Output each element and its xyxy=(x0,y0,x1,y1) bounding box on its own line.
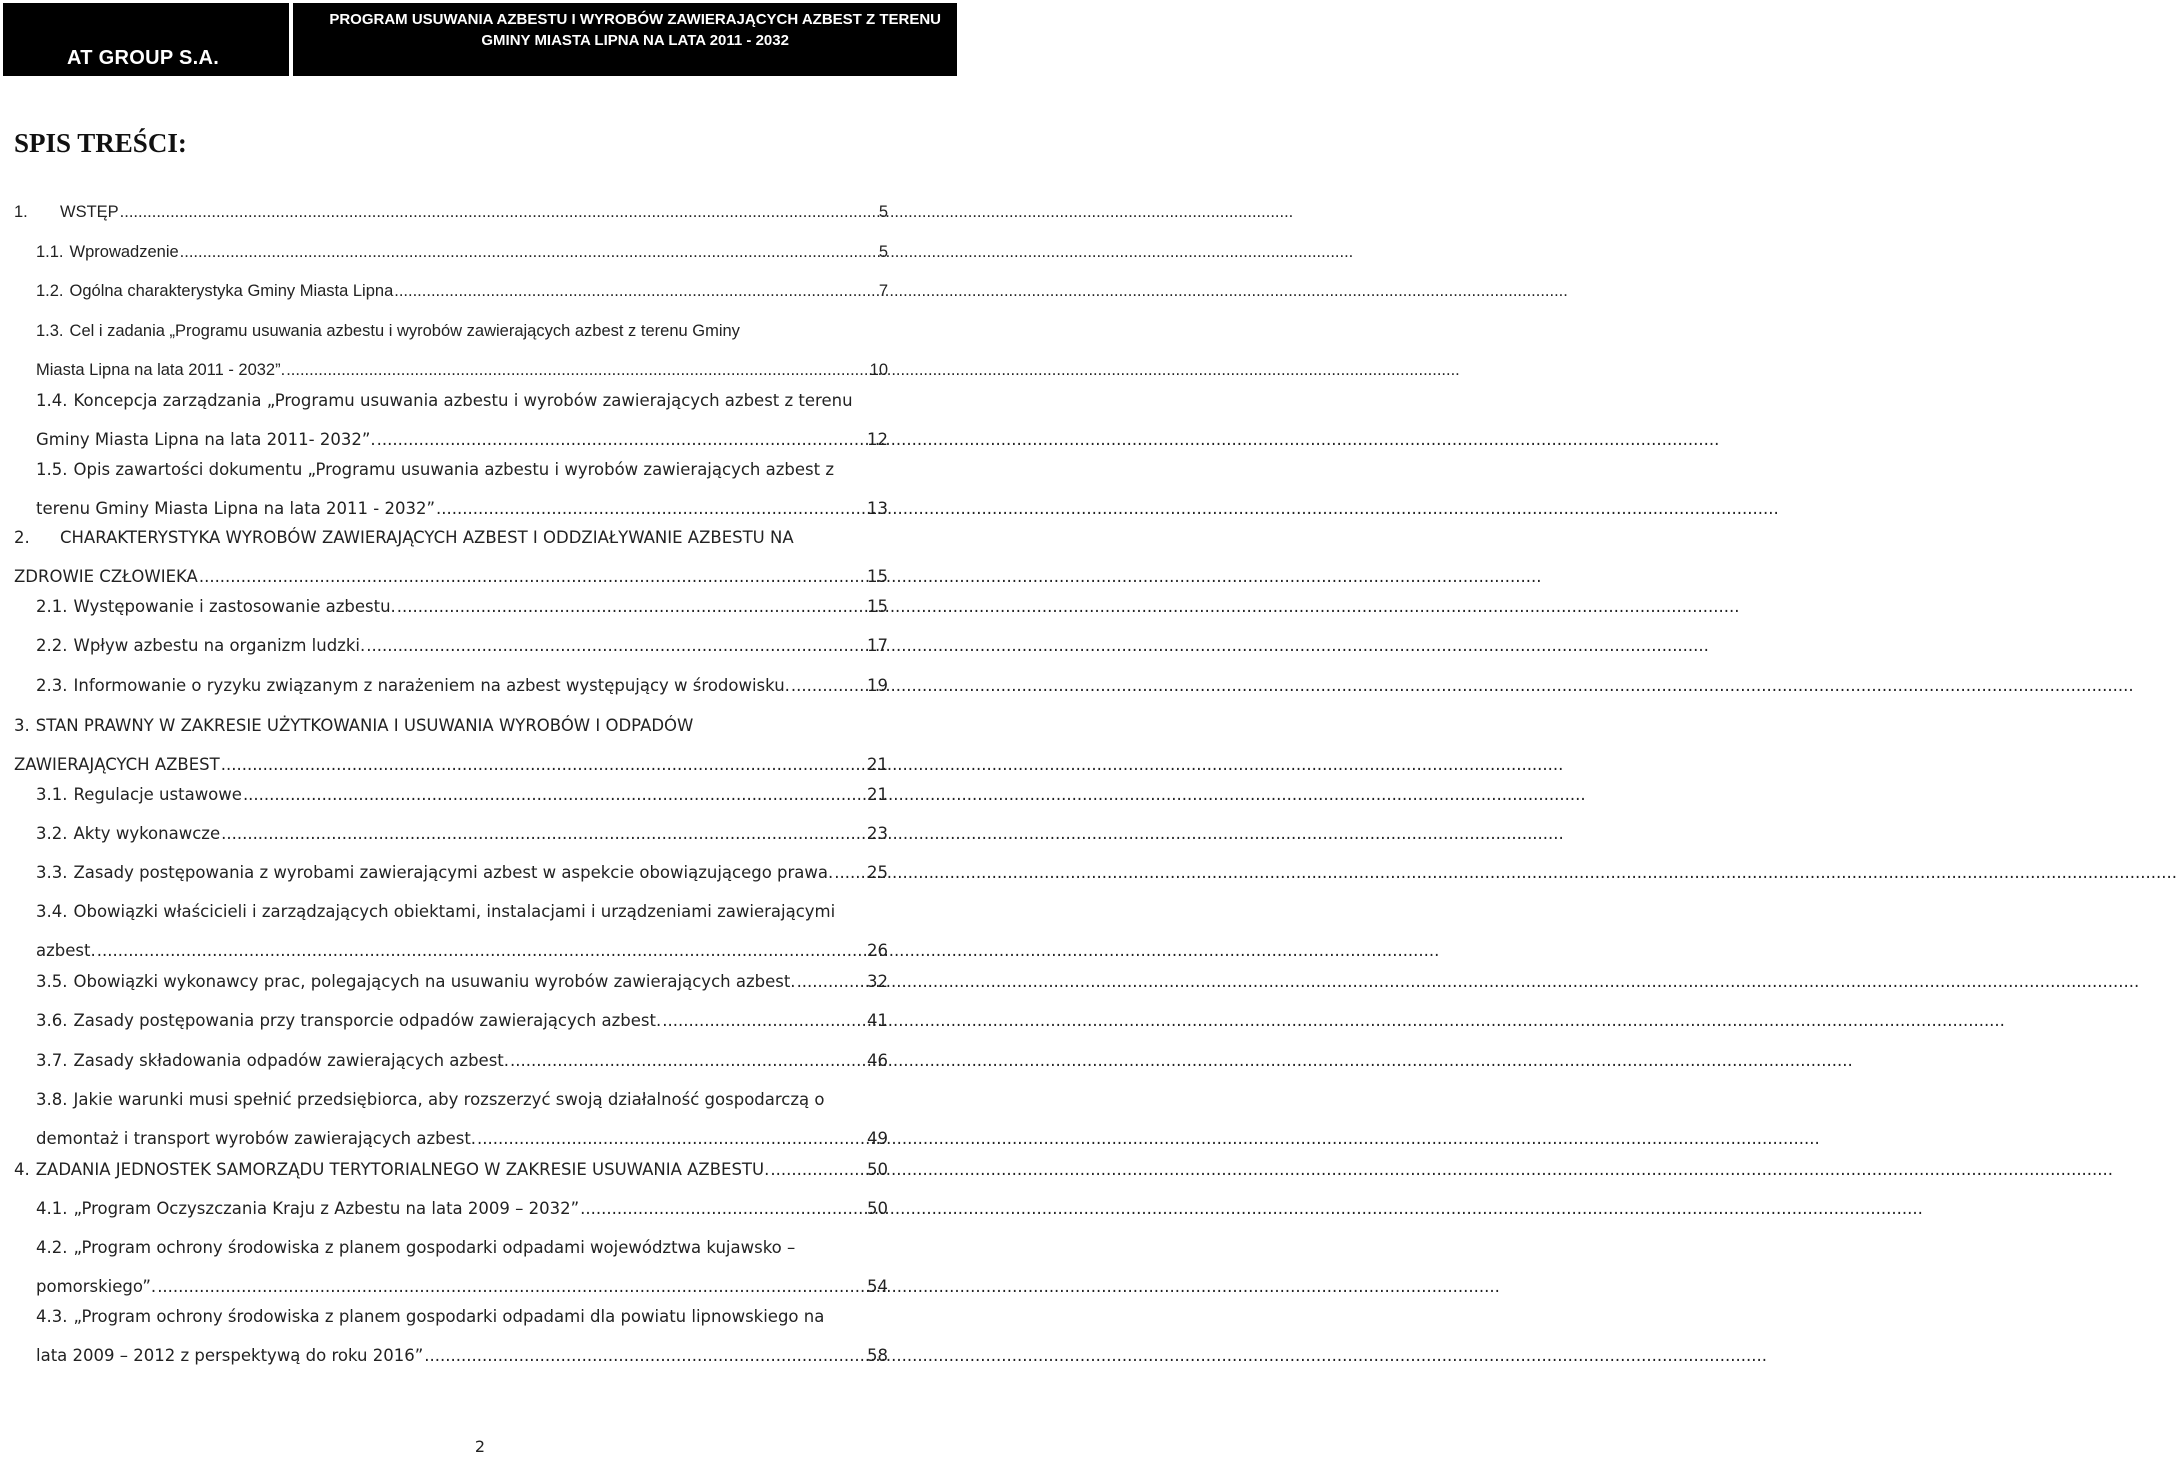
toc-entry-title: Opis zawartości dokumentu „Programu usuwania azbestu i wyrobów zawierających azbest z xyxy=(73,460,834,479)
toc-entry-title: Cel i zadania „Programu usuwania azbestu i wyrobów zawierających azbest z terenu Gminy xyxy=(69,322,740,340)
dot-leader xyxy=(834,858,866,888)
toc-entry[interactable] xyxy=(36,780,888,810)
toc-entry-title: Wprowadzenie xyxy=(69,243,179,261)
company-name: AT GROUP S.A. xyxy=(67,47,220,69)
toc-entry-page: 25 xyxy=(867,863,888,882)
toc-entry-number: 1.1. xyxy=(36,243,64,261)
toc-entry-title: „Program Oczyszczania Kraju z Azbestu na lata 2009 – 2032” xyxy=(73,1199,580,1218)
dot-leader xyxy=(397,592,866,622)
toc-entry-title: Jakie warunki musi spełnić przedsiębiorca, aby rozszerzyć swoją działalność gospodarczą o xyxy=(73,1090,825,1109)
toc-entry-number: 1.5. xyxy=(36,460,68,479)
toc-entry-page: 26 xyxy=(867,941,888,960)
toc-entry[interactable] xyxy=(36,671,888,701)
document-title-line1: PROGRAM USUWANIA AZBESTU I WYROBÓW ZAWIERAJĄCYCH AZBEST Z TERENU xyxy=(329,11,941,28)
toc-entry-title: STAN PRAWNY W ZAKRESIE UŻYTKOWANIA I USUWANIA WYROBÓW I ODPADÓW xyxy=(35,716,694,735)
toc-entry-page: 5 xyxy=(878,243,888,261)
toc-entry-number: 4. xyxy=(14,1160,30,1179)
dot-leader xyxy=(286,355,868,385)
toc-entry-number: 4.1. xyxy=(36,1199,68,1218)
dot-leader xyxy=(243,780,866,810)
toc-entry-page: 23 xyxy=(867,824,888,843)
toc-entry-page: 46 xyxy=(867,1051,888,1070)
toc-entry-title: Miasta Lipna na lata 2011 - 2032”. xyxy=(36,361,286,379)
toc-entry-title: „Program ochrony środowiska z planem gospodarki odpadami województwa kujawsko – xyxy=(73,1238,796,1257)
toc-entry-number: 4.3. xyxy=(36,1307,68,1326)
dot-leader xyxy=(97,936,866,966)
toc-entry-title: Wpływ azbestu na organizm ludzki. xyxy=(73,636,366,655)
toc-entry-page: 10 xyxy=(869,361,888,379)
toc-entry-page: 50 xyxy=(867,1199,888,1218)
dot-leader xyxy=(120,197,878,227)
toc-entry[interactable] xyxy=(36,455,888,524)
toc-entry-page: 49 xyxy=(867,1129,888,1148)
toc-entry-title: azbest. xyxy=(36,941,96,960)
toc-entry[interactable] xyxy=(36,592,888,622)
dot-leader xyxy=(221,819,866,849)
toc-entry-number: 3.3. xyxy=(36,863,68,882)
toc-entry-title: Ogólna charakterystyka Gminy Miasta Lipna xyxy=(69,282,394,300)
toc-entry-page: 50 xyxy=(867,1160,888,1179)
dot-leader xyxy=(199,562,866,592)
toc-entry-title: ZADANIA JEDNOSTEK SAMORZĄDU TERYTORIALNEGO W ZAKRESIE USUWANIA AZBESTU. xyxy=(35,1160,770,1179)
toc-entry-page: 41 xyxy=(867,1011,888,1030)
document-title-line2: GMINY MIASTA LIPNA NA LATA 2011 - 2032 xyxy=(481,32,789,49)
dot-leader xyxy=(221,750,866,780)
toc-entry-title: Gminy Miasta Lipna na lata 2011- 2032”. xyxy=(36,430,376,449)
toc-entry[interactable] xyxy=(36,631,888,661)
toc-entry-number: 3.6. xyxy=(36,1011,68,1030)
toc-entry-page: 5 xyxy=(878,203,888,221)
toc-entry-title: ZAWIERAJĄCYCH AZBEST xyxy=(14,755,220,774)
toc-entry-title: Akty wykonawcze xyxy=(73,824,221,843)
toc-entry-title: „Program ochrony środowiska z planem gospodarki odpadami dla powiatu lipnowskiego na xyxy=(73,1307,825,1326)
toc-entry-number: 3.2. xyxy=(36,824,68,843)
toc-entry-title: terenu Gminy Miasta Lipna na lata 2011 - 2032” xyxy=(36,499,435,518)
toc-entry-page: 21 xyxy=(867,755,888,774)
toc-entry-page: 21 xyxy=(867,785,888,804)
toc-entry-number: 1.4. xyxy=(36,391,68,410)
toc-entry-title: Zasady postępowania przy transporcie odpadów zawierających azbest. xyxy=(73,1011,662,1030)
toc-entry[interactable] xyxy=(36,967,888,997)
header-title-band xyxy=(293,3,957,76)
toc-entry-page: 58 xyxy=(867,1346,888,1365)
toc-entry-number: 1.2. xyxy=(36,282,64,300)
dot-leader xyxy=(394,276,878,306)
toc-entry-number: 1.3. xyxy=(36,322,64,340)
dot-leader xyxy=(377,425,866,455)
toc-entry-number: 3.7. xyxy=(36,1051,68,1070)
dot-leader xyxy=(510,1046,866,1076)
toc-entry[interactable] xyxy=(36,237,888,267)
toc-entry[interactable] xyxy=(36,897,888,966)
toc-entry-number: 3.1. xyxy=(36,785,68,804)
toc-entry[interactable] xyxy=(36,1085,888,1154)
toc-entry-title: ZDROWIE CZŁOWIEKA xyxy=(14,567,198,586)
dot-leader xyxy=(157,1272,866,1302)
dot-leader xyxy=(770,1155,866,1185)
toc-entry-number: 2.1. xyxy=(36,597,68,616)
page-number: 2 xyxy=(474,1437,486,1456)
toc-entry[interactable] xyxy=(36,819,888,849)
toc-entry-page: 19 xyxy=(867,676,888,695)
toc-entry[interactable] xyxy=(36,276,888,306)
toc-entry-title: Występowanie i zastosowanie azbestu. xyxy=(73,597,396,616)
toc-entry-page: 32 xyxy=(867,972,888,991)
toc-entry-number: 3.4. xyxy=(36,902,68,921)
toc-entry[interactable] xyxy=(36,1006,888,1036)
toc-entry-page: 7 xyxy=(878,282,888,300)
toc-entry-title: pomorskiego”. xyxy=(36,1277,157,1296)
toc-entry-title: Koncepcja zarządzania „Programu usuwania azbestu i wyrobów zawierających azbest z terenu xyxy=(73,391,853,410)
toc-entry[interactable] xyxy=(36,1046,888,1076)
toc-entry-page: 13 xyxy=(867,499,888,518)
dot-leader xyxy=(436,494,866,524)
toc-entry-page: 15 xyxy=(867,597,888,616)
toc-entry[interactable] xyxy=(36,1194,888,1224)
toc-entry[interactable] xyxy=(36,316,888,385)
page-header xyxy=(0,0,960,78)
dot-leader xyxy=(477,1124,866,1154)
dot-leader xyxy=(424,1341,866,1371)
toc-entry-title: demontaż i transport wyrobów zawierających azbest. xyxy=(36,1129,477,1148)
toc-entry-title: lata 2009 – 2012 z perspektywą do roku 2016” xyxy=(36,1346,424,1365)
toc-entry-title: WSTĘP xyxy=(60,203,119,221)
document-title xyxy=(329,9,941,51)
toc-entry-title: Zasady postępowania z wyrobami zawierającymi azbest w aspekcie obowiązującego prawa. xyxy=(73,863,834,882)
dot-leader xyxy=(366,631,866,661)
toc-entry-number: 2. xyxy=(14,528,30,547)
toc-entry-title: Regulacje ustawowe xyxy=(73,785,242,804)
toc-entry-number: 2.2. xyxy=(36,636,68,655)
toc-entry[interactable] xyxy=(14,711,888,780)
toc-entry-title: Informowanie o ryzyku związanym z narażeniem na azbest występujący w środowisku. xyxy=(73,676,790,695)
company-logo-box xyxy=(3,3,289,76)
toc-entry-number: 4.2. xyxy=(36,1238,68,1257)
toc-entry-title: Obowiązki właścicieli i zarządzających obiektami, instalacjami i urządzeniami zawierającymi xyxy=(73,902,836,921)
toc-entry[interactable] xyxy=(36,386,888,455)
toc-entry-page: 15 xyxy=(867,567,888,586)
toc-entry-page: 17 xyxy=(867,636,888,655)
toc-entry-title: CHARAKTERYSTYKA WYROBÓW ZAWIERAJĄCYCH AZBEST I ODDZIAŁYWANIE AZBESTU NA xyxy=(60,528,794,547)
toc-entry-title: Zasady składowania odpadów zawierających azbest. xyxy=(73,1051,510,1070)
toc-entry-page: 12 xyxy=(867,430,888,449)
toc-entry-page: 54 xyxy=(867,1277,888,1296)
toc-entry-number: 3.5. xyxy=(36,972,68,991)
dot-leader xyxy=(797,967,866,997)
toc-entry-number: 3.8. xyxy=(36,1090,68,1109)
toc-entry[interactable] xyxy=(14,1155,888,1185)
dot-leader xyxy=(662,1006,866,1036)
toc-entry-number: 2.3. xyxy=(36,676,68,695)
toc-entry-number: 3. xyxy=(14,716,30,735)
toc-entry[interactable] xyxy=(36,1233,888,1302)
toc-entry-number: 1. xyxy=(14,203,28,221)
dot-leader xyxy=(791,671,866,701)
toc-entry[interactable] xyxy=(36,858,888,888)
toc-entry[interactable] xyxy=(14,197,888,227)
toc-entry[interactable] xyxy=(14,523,888,592)
toc-entry[interactable] xyxy=(36,1302,888,1371)
toc-heading: SPIS TREŚCI: xyxy=(14,128,187,158)
toc-entry-title: Obowiązki wykonawcy prac, polegających na usuwaniu wyrobów zawierających azbest. xyxy=(73,972,796,991)
dot-leader xyxy=(580,1194,866,1224)
dot-leader xyxy=(180,237,878,267)
